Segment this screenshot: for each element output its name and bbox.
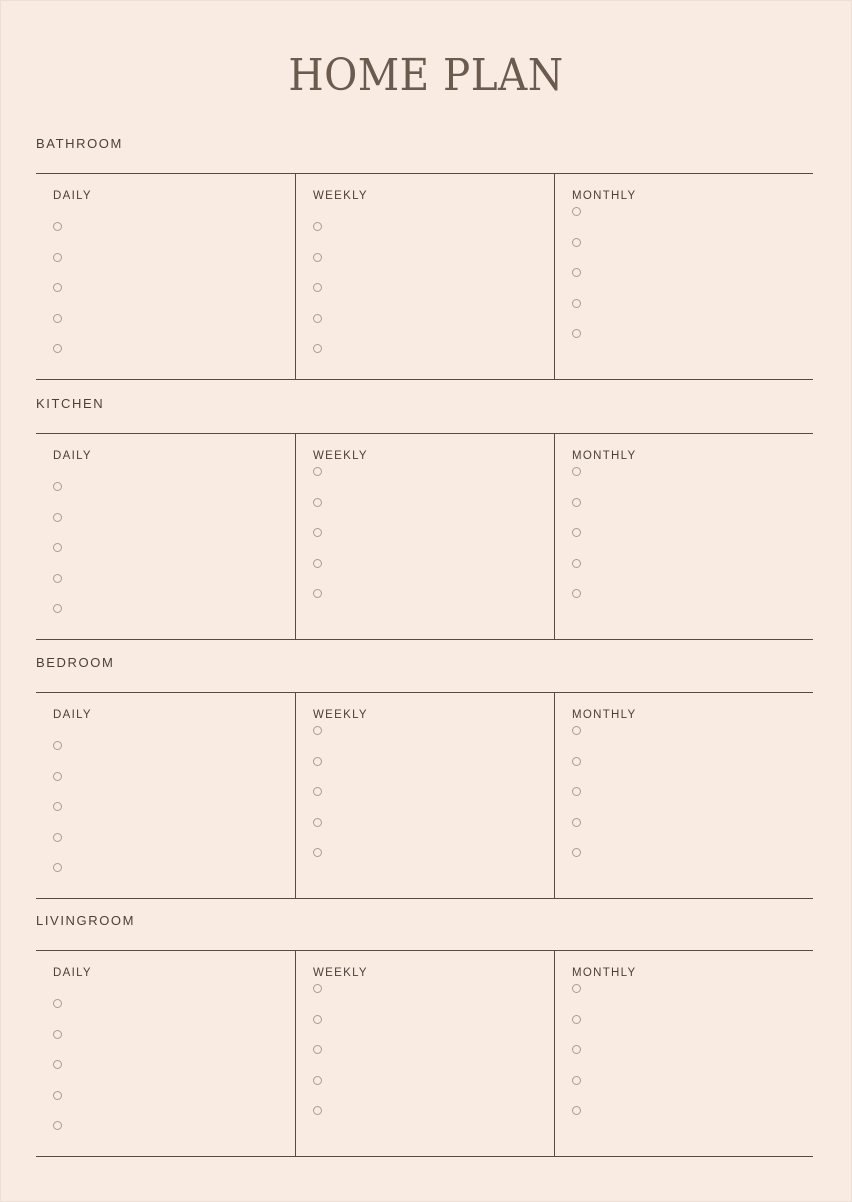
column-daily	[36, 951, 295, 1156]
section-grid	[36, 692, 813, 899]
checkbox-circle[interactable]	[572, 498, 581, 507]
checkbox-circle[interactable]	[572, 726, 581, 735]
column-label: WEEKLY	[313, 967, 368, 979]
section-grid	[36, 433, 813, 640]
checkbox-circle[interactable]	[572, 238, 581, 247]
checkbox-circle[interactable]	[313, 726, 322, 735]
checkbox-circle[interactable]	[53, 283, 62, 292]
checkbox-circle[interactable]	[53, 604, 62, 613]
checkbox-circle[interactable]	[53, 344, 62, 353]
column-label: DAILY	[53, 967, 92, 979]
checkbox-circle[interactable]	[53, 482, 62, 491]
checkbox-circle[interactable]	[572, 589, 581, 598]
section-label: KITCHEN	[36, 396, 105, 411]
checkbox-circle[interactable]	[313, 787, 322, 796]
checkbox-circle[interactable]	[313, 467, 322, 476]
checkbox-circle[interactable]	[53, 863, 62, 872]
section-label: BATHROOM	[36, 136, 123, 151]
checkbox-circle[interactable]	[572, 1106, 581, 1115]
checkbox-circle[interactable]	[313, 498, 322, 507]
checkbox-circle[interactable]	[572, 559, 581, 568]
checkbox-circle[interactable]	[53, 802, 62, 811]
checkbox-circle[interactable]	[53, 1091, 62, 1100]
column-weekly	[295, 951, 555, 1156]
checkbox-circle[interactable]	[313, 848, 322, 857]
checkbox-circle[interactable]	[572, 528, 581, 537]
checkbox-circle[interactable]	[53, 253, 62, 262]
checkbox-circle[interactable]	[53, 1121, 62, 1130]
column-label: DAILY	[53, 190, 92, 202]
checkbox-circle[interactable]	[313, 818, 322, 827]
checkbox-circle[interactable]	[53, 513, 62, 522]
checkbox-circle[interactable]	[572, 329, 581, 338]
checkbox-circle[interactable]	[53, 999, 62, 1008]
checkbox-circle[interactable]	[313, 222, 322, 231]
checkbox-circle[interactable]	[313, 283, 322, 292]
checkbox-circle[interactable]	[572, 207, 581, 216]
checkbox-circle[interactable]	[313, 1076, 322, 1085]
checkbox-circle[interactable]	[53, 543, 62, 552]
checkbox-circle[interactable]	[572, 299, 581, 308]
column-weekly	[295, 693, 555, 898]
checkbox-circle[interactable]	[313, 1015, 322, 1024]
checkbox-circle[interactable]	[313, 314, 322, 323]
section-label: LIVINGROOM	[36, 913, 136, 928]
checkbox-circle[interactable]	[53, 574, 62, 583]
column-daily	[36, 434, 295, 639]
column-label: WEEKLY	[313, 450, 368, 462]
checkbox-circle[interactable]	[53, 741, 62, 750]
checkbox-circle[interactable]	[53, 1060, 62, 1069]
section-grid	[36, 950, 813, 1157]
column-monthly	[554, 174, 814, 379]
checkbox-circle[interactable]	[53, 1030, 62, 1039]
checkbox-circle[interactable]	[572, 467, 581, 476]
column-label: MONTHLY	[572, 967, 637, 979]
column-daily	[36, 174, 295, 379]
column-label: DAILY	[53, 709, 92, 721]
checkbox-circle[interactable]	[572, 818, 581, 827]
column-label: WEEKLY	[313, 709, 368, 721]
column-label: DAILY	[53, 450, 92, 462]
checkbox-circle[interactable]	[572, 787, 581, 796]
column-daily	[36, 693, 295, 898]
checkbox-circle[interactable]	[53, 222, 62, 231]
checkbox-circle[interactable]	[313, 589, 322, 598]
checkbox-circle[interactable]	[313, 528, 322, 537]
checkbox-circle[interactable]	[572, 757, 581, 766]
checkbox-circle[interactable]	[572, 1045, 581, 1054]
column-monthly	[554, 434, 814, 639]
column-monthly	[554, 951, 814, 1156]
checkbox-circle[interactable]	[572, 268, 581, 277]
checkbox-circle[interactable]	[53, 833, 62, 842]
checkbox-circle[interactable]	[53, 772, 62, 781]
checkbox-circle[interactable]	[313, 984, 322, 993]
section-label: BEDROOM	[36, 655, 115, 670]
page-title: HOME PLAN	[288, 50, 564, 101]
checkbox-circle[interactable]	[53, 314, 62, 323]
column-weekly	[295, 174, 555, 379]
column-label: MONTHLY	[572, 450, 637, 462]
checkbox-circle[interactable]	[572, 848, 581, 857]
checkbox-circle[interactable]	[313, 559, 322, 568]
checkbox-circle[interactable]	[313, 344, 322, 353]
column-label: WEEKLY	[313, 190, 368, 202]
checkbox-circle[interactable]	[313, 1106, 322, 1115]
checkbox-circle[interactable]	[313, 1045, 322, 1054]
checkbox-circle[interactable]	[572, 984, 581, 993]
column-monthly	[554, 693, 814, 898]
section-grid	[36, 173, 813, 380]
checkbox-circle[interactable]	[313, 757, 322, 766]
checkbox-circle[interactable]	[572, 1076, 581, 1085]
checkbox-circle[interactable]	[313, 253, 322, 262]
checkbox-circle[interactable]	[572, 1015, 581, 1024]
column-label: MONTHLY	[572, 709, 637, 721]
column-label: MONTHLY	[572, 190, 637, 202]
column-weekly	[295, 434, 555, 639]
